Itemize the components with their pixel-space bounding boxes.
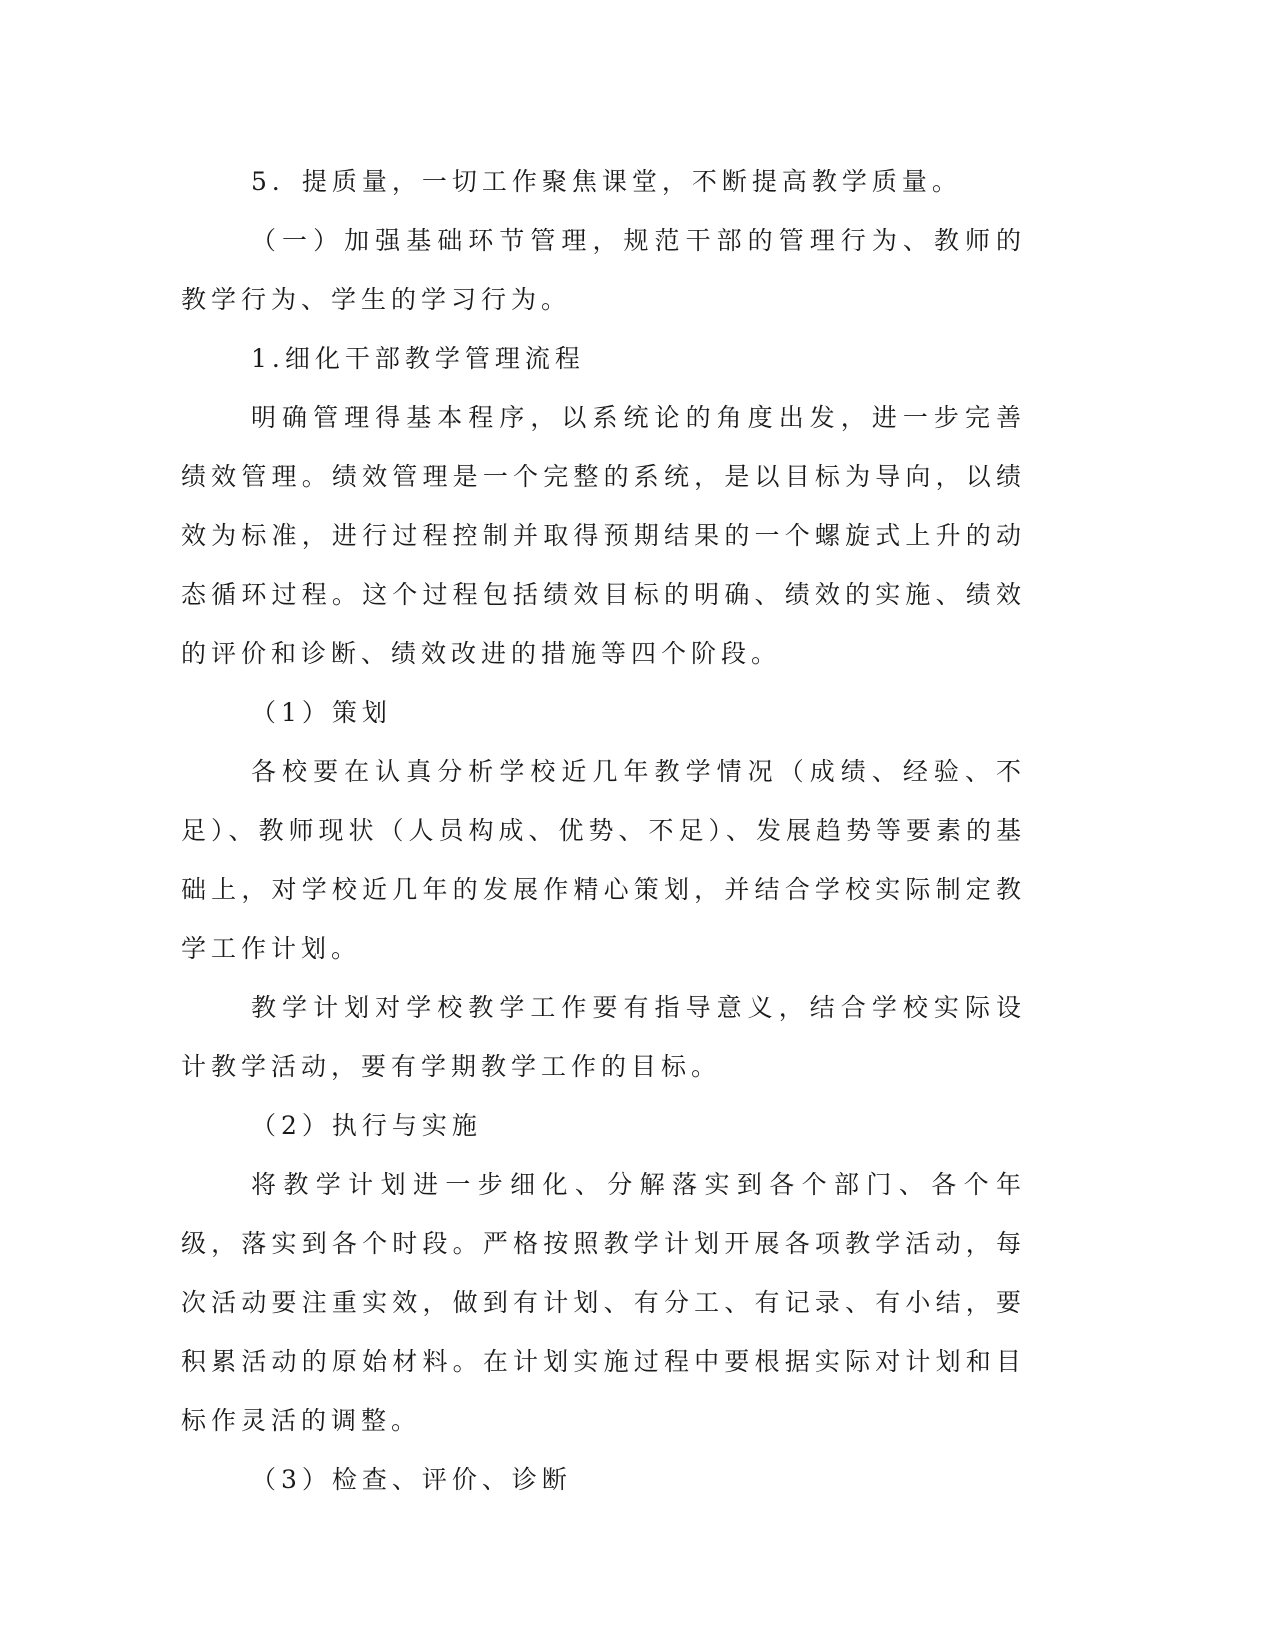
paragraph-planning-1: 各校要在认真分析学校近几年教学情况（成绩、经验、不足）、教师现状（人员构成、优势、不足）、发展趋势等要素的基础上，对学校近几年的发展作精心策划，并结合学校实际制定教学工作计划。 xyxy=(181,757,1027,963)
item-5-heading: 5．提质量，一切工作聚焦课堂，不断提高教学质量。 xyxy=(251,167,962,196)
step-2-heading: （2）执行与实施 xyxy=(251,1111,482,1140)
section-1-heading: （一）加强基础环节管理，规范干部的管理行为、教师的教学行为、学生的学习行为。 xyxy=(181,226,1026,314)
paragraph-performance-management: 明确管理得基本程序，以系统论的角度出发，进一步完善绩效管理。绩效管理是一个完整的系统，是以目标为导向，以绩效为标准，进行过程控制并取得预期结果的一个螺旋式上升的动态循环过程。这个过程包括绩效目标的明确、绩效的实施、绩效的评价和诊断、绩效改进的措施等四个阶段。 xyxy=(181,403,1026,668)
paragraph-planning-2: 教学计划对学校教学工作要有指导意义，结合学校实际设计教学活动，要有学期教学工作的目标。 xyxy=(181,993,1026,1081)
step-1-heading: （1）策划 xyxy=(251,698,392,727)
document-page xyxy=(181,152,1026,1509)
step-3-heading: （3）检查、评价、诊断 xyxy=(251,1465,572,1494)
subheading-1: 1.细化干部教学管理流程 xyxy=(251,344,585,373)
paragraph-execution: 将教学计划进一步细化、分解落实到各个部门、各个年级，落实到各个时段。严格按照教学计划开展各项教学活动，每次活动要注重实效，做到有计划、有分工、有记录、有小结，要积累活动的原始材料。在计划实施过程中要根据实际对计划和目标作灵活的调整。 xyxy=(181,1170,1026,1435)
